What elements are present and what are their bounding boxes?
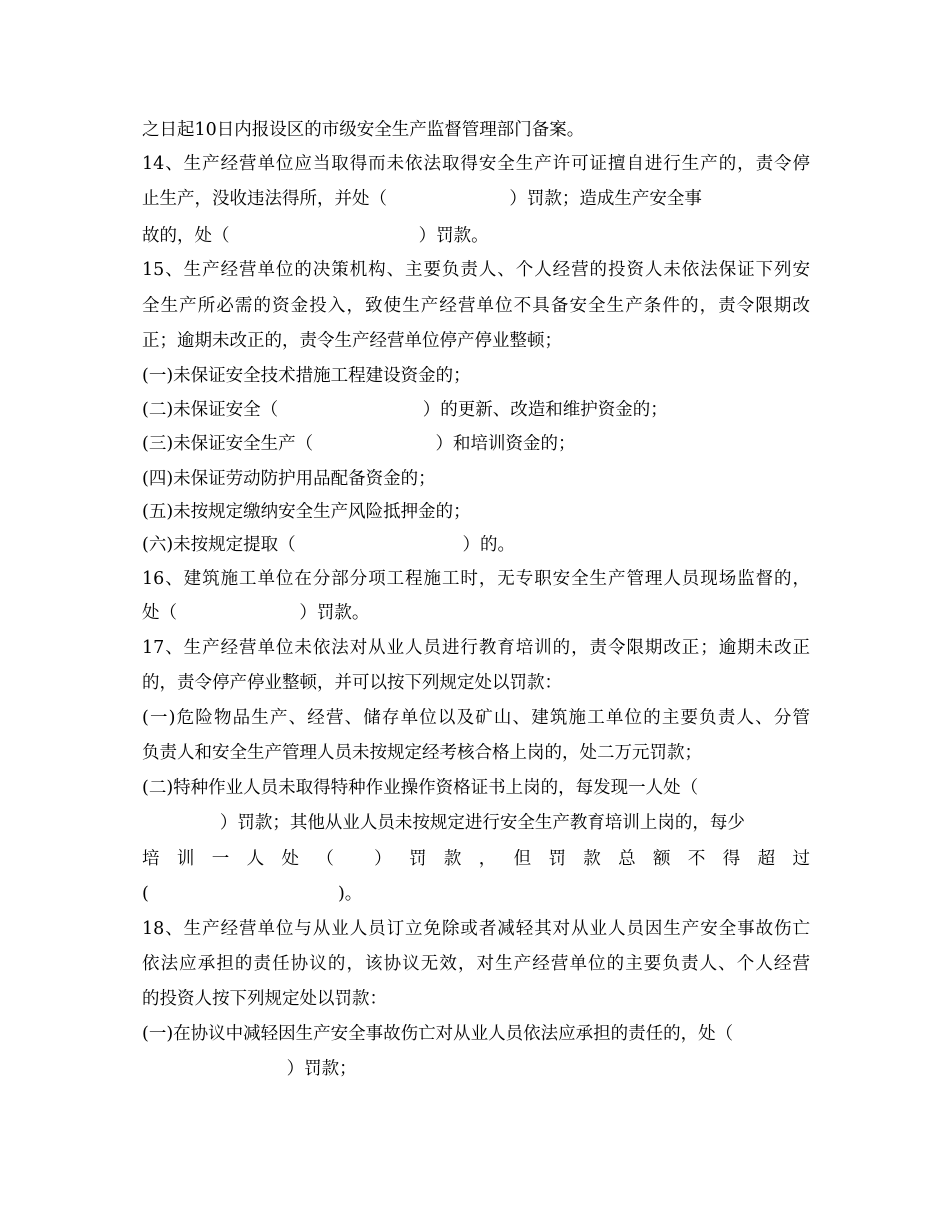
text-line: 的投资人按下列规定处以罚款： [142,989,387,1009]
text-line: ）罚款；其他从业人员未按规定进行安全生产教育培训上岗的，每少 [142,813,745,833]
text-line: 故的，处（ ）罚款。 [142,226,489,246]
text-line: 正；逾期未改正的，责令生产经营单位停产停业整顿； [142,331,562,351]
text-line: 17、生产经营单位未依法对从业人员进行教育培训的，责令限期改正；逾期未改正 [142,638,810,658]
text-line: (六)未按规定提取（ ）的。 [142,535,516,555]
text-line: (四)未保证劳动防护用品配备资金的； [142,469,436,489]
text-line: (三)未保证安全生产（ ）和培训资金的； [142,434,576,454]
text-line: (一)在协议中减轻因生产安全事故伤亡对从业人员依法应承担的责任的，处（ [142,1024,734,1044]
text-line: 止生产，没收违法得所，并处（ ）罚款；造成生产安全事 [142,189,702,209]
text-line: 全生产所必需的资金投入，致使生产经营单位不具备安全生产条件的，责令限期改 [142,296,810,316]
text-line: 负责人和安全生产管理人员未按规定经考核合格上岗的，处二万元罚款； [142,743,702,763]
text-line: (二)特种作业人员未取得特种作业操作资格证书上岗的，每发现一人处（ [142,778,699,798]
text-line: 的，责令停产停业整顿，并可以按下列规定处以罚款： [142,673,562,693]
text-line: 15、生产经营单位的决策机构、主要负责人、个人经营的投资人未依法保证下列安 [142,260,810,280]
text-line: (二)未保证安全（ ）的更新、改造和维护资金的； [142,400,668,420]
text-line: 18、生产经营单位与从业人员订立免除或者减轻其对从业人员因生产安全事故伤亡 [142,919,810,939]
text-line: (一)危险物品生产、经营、储存单位以及矿山、建筑施工单位的主要负责人、分管 [142,708,810,728]
text-line: 培训一人处（ ）罚款，但罚款总额不得超过 [142,849,810,869]
text-line: 16、建筑施工单位在分部分项工程施工时，无专职安全生产管理人员现场监督的， [142,569,810,589]
text-line: 处（ ）罚款。 [142,603,370,623]
text-line: 依法应承担的责任协议的，该协议无效，对生产经营单位的主要负责人、个人经营 [142,954,810,974]
text-line: (一)未保证安全技术措施工程建设资金的； [142,366,471,386]
text-line: 之日起10日内报设区的市级安全生产监督管理部门备案。 [142,120,585,140]
text-line: 14、生产经营单位应当取得而未依法取得安全生产许可证擅自进行生产的，责令停 [142,154,810,174]
text-line: (五)未按规定缴纳安全生产风险抵押金的； [142,502,471,522]
text-line: ( )。 [142,884,363,904]
text-line: ）罚款； [142,1059,357,1079]
